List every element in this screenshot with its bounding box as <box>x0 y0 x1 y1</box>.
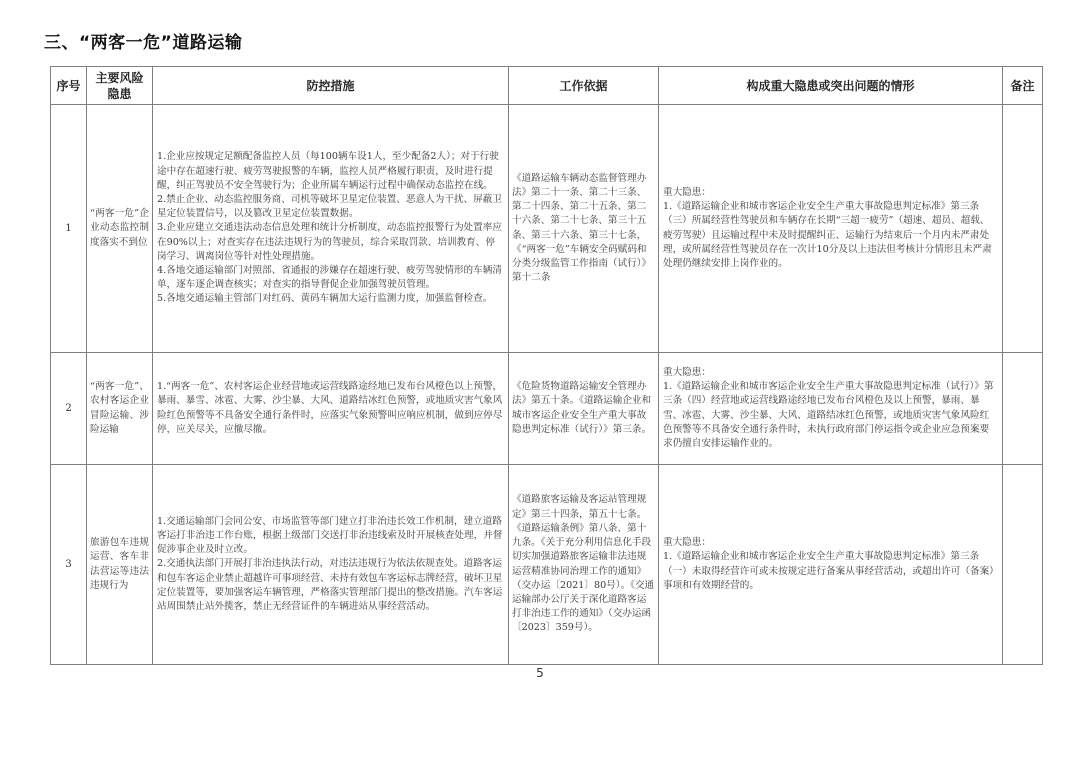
header-row <box>51 67 1043 105</box>
measures-cell <box>153 105 509 353</box>
header-remark: 备注 <box>1003 67 1043 105</box>
page-number: 5 <box>536 666 544 680</box>
header-risk <box>87 67 153 105</box>
header-measures: 防控措施 <box>153 67 509 105</box>
remark-cell <box>1003 353 1043 465</box>
measures-text: 1.企业应按规定足额配备监控人员（每100辆车设1人，至少配备2人）；对于行驶途中存在超速行驶、疲劳驾驶报警的车辆，监控人员严格履行职责，及时进行提醒，纠正驾驶员不安全驾驶行为；企业所属车辆运行过程中确保动态监控在线。 2.禁止企业、动态监控服务商、司机等破坏卫星定位装置、恶意人为干扰、屏蔽卫星定位装置信号，以及篡改卫星定位装置数据。 3.企业应建立交通违法动态信息处理和统计分析制度，动态监控报警行为处置率应在90%以上；对查实存在违法违规行为的驾驶员，综合采取罚款、培训教育、停岗学习、调离岗位等针对性处理措施。 4.各地交通运输部门对照部、省通报的涉嫌存在超速行驶、疲劳驾驶情形的车辆清单，逐车逐企调查核实；对查实的指导督促企业加强驾驶员管理。 5.各地交通运输主管部门对红码、黄码车辆加大运行监测力度，加强监督检查。 <box>157 151 502 305</box>
remark-cell <box>1003 105 1043 353</box>
measures-text: 1.“两客一危”、农村客运企业经营地或运营线路途经地已发布台风橙色以上预警，暴雨、暴雪、冰雹、大雾、沙尘暴、大风、道路结冰红色预警，或地质灾害气象风险红色预警等不具备安全通行条件时，应落实气象预警叫应响应机制，做到应停尽停，应关尽关，应撤尽撤。 <box>157 381 503 435</box>
basis-cell <box>509 465 659 665</box>
row-no: 3 <box>51 465 87 665</box>
hazard-cell <box>659 465 1003 665</box>
measures-cell <box>153 353 509 465</box>
basis-cell <box>509 353 659 465</box>
measures-cell <box>153 465 509 665</box>
hazard-cell <box>659 105 1003 353</box>
row-no: 2 <box>51 353 87 465</box>
risk-cell <box>87 353 153 465</box>
header-risk-label: 主要风险 隐患 <box>95 70 144 101</box>
basis-text: 《危险货物道路运输安全管理办法》第五十条。《道路运输企业和城市客运企业安全生产重大事故隐患判定标准（试行）》第三条。 <box>512 381 652 435</box>
remark-cell <box>1003 465 1043 665</box>
risk-text: “两客一危”企业动态监控制度落实不到位 <box>90 208 149 248</box>
measures-text: 1.交通运输部门会同公安、市场监管等部门建立打非治违长效工作机制，建立道路客运打非治违工作台账，根据上级部门交送打非治违线索及时开展核查处理，并督促涉事企业及时立改。 2.交通执法部门开展打非治违执法行动，对违法违规行为依法依规查处。道路客运和包车客运企业禁止超越许可事项经营、未持有效包车客运标志牌经营，破坏卫星定位装置等，要加强客运车辆管理，严格落实管理部门提出的整改措施。汽车客运站周围禁止站外揽客，禁止无经营证件的车辆进站从事经营活动。 <box>157 515 503 612</box>
risk-cell <box>87 465 153 665</box>
header-basis: 工作依据 <box>509 67 659 105</box>
basis-text: 《道路旅客运输及客运站管理规定》第三十四条，第五十七条。《道路运输条例》第八条、第十九条。《关于充分利用信息化手段切实加强道路旅客运输非法违规运营精准协同治理工作的通知》（交办运〔2021〕80号）。《交通运输部办公厅关于深化道路客运打非治违工作的通知》（交办运函〔2023〕359号）。 <box>512 494 655 634</box>
basis-cell <box>509 105 659 353</box>
table-row <box>51 353 1043 465</box>
risk-text: “两客一危”、农村客运企业冒险运输、涉险运输 <box>90 381 149 435</box>
risk-text: 旅游包车违规运营、客车非法营运等违法违规行为 <box>90 537 149 591</box>
hazard-text: 重大隐患： 1.《道路运输企业和城市客运企业安全生产重大事故隐患判定标准》第三条（一）未取得经营许可或未按规定进行备案从事经营活动，或超出许可（备案）事项和有效期经营的。 <box>663 537 994 591</box>
risk-control-table <box>50 66 1043 665</box>
risk-cell <box>87 105 153 353</box>
basis-text: 《道路运输车辆动态监督管理办法》第二十一条、第二十三条、第二十四条、第二十五条、第二十六条、第二十七条、第三十五条、第三十六条、第三十七条，《“两客一危”车辆安全码赋码和分类分级监管工作指南（试行）》第十二条 <box>512 172 652 284</box>
hazard-cell <box>659 353 1003 465</box>
table-row <box>51 105 1043 353</box>
section-title: 三、“两客一危”道路运输 <box>44 33 243 53</box>
hazard-text: 重大隐患： 1.《道路运输企业和城市客运企业安全生产重大事故隐患判定标准（试行）》第三条（四）经营地或运营线路途经地已发布台风橙色及以上预警，暴雨、暴雪、冰雹、大雾、沙尘暴、大风、道路结冰红色预警，或地质灾害气象风险红色预警等不具备安全通行条件时，未执行政府部门停运指令或企业应急预案要求仍擅自安排运输作业的。 <box>663 366 994 449</box>
header-hazard: 构成重大隐患或突出问题的情形 <box>659 67 1003 105</box>
row-no: 1 <box>51 105 87 353</box>
table-row <box>51 465 1043 665</box>
header-no: 序号 <box>51 67 87 105</box>
hazard-text: 重大隐患： 1.《道路运输企业和城市客运企业安全生产重大事故隐患判定标准》第三条（三）所属经营性驾驶员和车辆存在长期“三超一疲劳”（超速、超员、超载、疲劳驾驶）且运输过程中未及时提醒纠正、运输行为结束后一个月内未严肃处理，或所属经营性驾驶员存在一次计10分及以上违法但考核计分情形且未严肃处理仍继续安排上岗作业的。 <box>663 186 992 269</box>
